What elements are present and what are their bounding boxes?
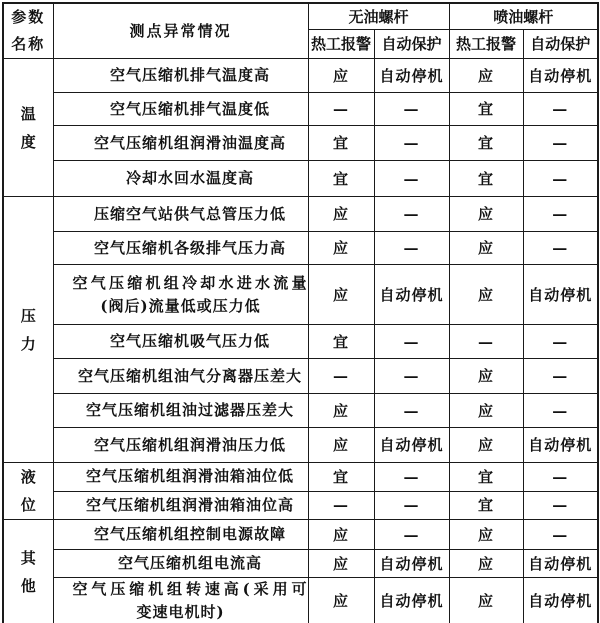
condition-line: (阀后)流量低或压力低 xyxy=(100,296,261,315)
oil-free-protection-cell: — xyxy=(374,359,449,394)
oil-injected-alarm-cell: 应 xyxy=(449,520,523,550)
condition-line: 空气压缩机排气温度低 xyxy=(109,99,270,118)
condition-line: 空气压缩机组控制电源故障 xyxy=(93,525,286,543)
section-label: 温度 xyxy=(20,104,36,151)
section-label: 液位 xyxy=(20,468,36,514)
table-row xyxy=(3,232,598,265)
table-row xyxy=(3,394,598,428)
oil-injected-protection-cell: — xyxy=(523,463,598,492)
condition-cell xyxy=(53,428,308,463)
oil-injected-protection-cell: 自动停机 xyxy=(523,550,598,578)
condition-line: 空气压缩机组润滑油温度高 xyxy=(93,133,286,152)
section-label: 其他 xyxy=(20,549,36,595)
param-name-header xyxy=(3,3,53,59)
oil-free-alarm-cell: — xyxy=(308,491,374,520)
oil-injected-protection-cell: — xyxy=(523,394,598,428)
oil-injected-protection-cell: — xyxy=(523,197,598,232)
oil-free-alarm-header: 热工报警 xyxy=(308,30,374,59)
table-row xyxy=(3,161,598,197)
oil-injected-protection-cell: — xyxy=(523,232,598,265)
oil-free-protection-cell: 自动停机 xyxy=(374,428,449,463)
oil-free-protection-cell: — xyxy=(374,93,449,126)
condition-cell xyxy=(53,197,308,232)
param-name-label: 参数名称 xyxy=(11,8,46,53)
section-label-cell xyxy=(3,520,53,623)
oil-free-screw-header: 无油螺杆 xyxy=(308,3,449,30)
oil-free-alarm-cell: — xyxy=(308,359,374,394)
oil-injected-alarm-header: 热工报警 xyxy=(449,30,523,59)
oil-free-protection-header: 自动保护 xyxy=(374,30,449,59)
section-label-cell xyxy=(3,197,53,463)
oil-free-alarm-cell: — xyxy=(308,93,374,126)
condition-line: 冷却水回水温度高 xyxy=(125,169,254,187)
condition-line: 空气压缩机组冷却水进水流量 xyxy=(72,273,308,292)
condition-line: 空气压缩机组电流高 xyxy=(117,554,262,572)
table-row xyxy=(3,463,598,492)
oil-free-alarm-cell: 应 xyxy=(308,232,374,265)
condition-cell xyxy=(53,578,308,623)
oil-injected-alarm-cell: 应 xyxy=(449,578,523,623)
oil-injected-protection-header: 自动保护 xyxy=(523,30,598,59)
table-row xyxy=(3,491,598,520)
oil-injected-protection-cell: 自动停机 xyxy=(523,265,598,325)
table-row xyxy=(3,428,598,463)
table-row xyxy=(3,265,598,325)
condition-line: 空气压缩机组润滑油箱油位高 xyxy=(85,495,294,514)
oil-free-alarm-cell: 宜 xyxy=(308,325,374,359)
oil-free-alarm-cell: 应 xyxy=(308,578,374,623)
condition-line: 空气压缩机组转速高(采用可 xyxy=(72,580,308,598)
condition-line: 空气压缩机组润滑油箱油位低 xyxy=(85,467,294,486)
oil-free-protection-cell: — xyxy=(374,394,449,428)
oil-injected-alarm-cell: — xyxy=(449,325,523,359)
oil-free-protection-cell: — xyxy=(374,232,449,265)
condition-cell xyxy=(53,93,308,126)
oil-free-alarm-cell: 宜 xyxy=(308,161,374,197)
oil-injected-alarm-cell: 宜 xyxy=(449,126,523,161)
oil-injected-alarm-cell: 应 xyxy=(449,232,523,265)
condition-cell xyxy=(53,265,308,325)
condition-header: 测点异常情况 xyxy=(53,3,308,59)
condition-cell xyxy=(53,232,308,265)
oil-injected-alarm-cell: 应 xyxy=(449,197,523,232)
condition-cell xyxy=(53,491,308,520)
oil-free-protection-cell: — xyxy=(374,161,449,197)
table-row xyxy=(3,197,598,232)
oil-free-alarm-cell: 应 xyxy=(308,428,374,463)
condition-cell xyxy=(53,126,308,161)
table-header xyxy=(3,3,598,59)
oil-free-protection-cell: — xyxy=(374,197,449,232)
section-label: 压力 xyxy=(20,306,36,353)
oil-free-protection-cell: 自动停机 xyxy=(374,550,449,578)
condition-cell xyxy=(53,325,308,359)
condition-line: 变速电机时) xyxy=(136,603,225,621)
oil-injected-protection-cell: — xyxy=(523,93,598,126)
table-row xyxy=(3,359,598,394)
oil-free-protection-cell: — xyxy=(374,325,449,359)
oil-injected-protection-cell: — xyxy=(523,520,598,550)
condition-cell xyxy=(53,161,308,197)
condition-line: 空气压缩机吸气压力低 xyxy=(109,332,270,350)
condition-cell xyxy=(53,59,308,93)
oil-free-alarm-cell: 应 xyxy=(308,197,374,232)
oil-free-protection-cell: — xyxy=(374,520,449,550)
condition-line: 空气压缩机组油气分离器压差大 xyxy=(77,366,302,385)
oil-injected-alarm-cell: 应 xyxy=(449,59,523,93)
table-row xyxy=(3,325,598,359)
table-body xyxy=(3,59,598,623)
oil-free-alarm-cell: 宜 xyxy=(308,126,374,161)
table-row xyxy=(3,520,598,550)
oil-injected-alarm-cell: 宜 xyxy=(449,93,523,126)
condition-line: 压缩空气站供气总管压力低 xyxy=(93,204,286,223)
oil-injected-protection-cell: 自动停机 xyxy=(523,59,598,93)
table-row xyxy=(3,126,598,161)
oil-free-alarm-cell: 应 xyxy=(308,59,374,93)
section-label-cell xyxy=(3,463,53,520)
condition-cell xyxy=(53,520,308,550)
oil-injected-alarm-cell: 应 xyxy=(449,428,523,463)
condition-line: 空气压缩机各级排气压力高 xyxy=(93,238,286,257)
condition-cell xyxy=(53,463,308,492)
oil-injected-alarm-cell: 宜 xyxy=(449,463,523,492)
oil-injected-protection-cell: 自动停机 xyxy=(523,578,598,623)
monitoring-table xyxy=(2,2,599,623)
oil-injected-alarm-cell: 应 xyxy=(449,394,523,428)
oil-injected-protection-cell: — xyxy=(523,491,598,520)
oil-injected-protection-cell: — xyxy=(523,126,598,161)
oil-free-protection-cell: 自动停机 xyxy=(374,578,449,623)
table-row xyxy=(3,578,598,623)
oil-free-alarm-cell: 应 xyxy=(308,394,374,428)
oil-injected-alarm-cell: 宜 xyxy=(449,491,523,520)
oil-free-protection-cell: 自动停机 xyxy=(374,265,449,325)
table-row xyxy=(3,550,598,578)
oil-injected-protection-cell: 自动停机 xyxy=(523,428,598,463)
oil-free-protection-cell: 自动停机 xyxy=(374,59,449,93)
header-row-top xyxy=(3,3,598,30)
oil-injected-protection-cell: — xyxy=(523,325,598,359)
oil-free-protection-cell: — xyxy=(374,491,449,520)
condition-cell xyxy=(53,550,308,578)
oil-injected-alarm-cell: 应 xyxy=(449,550,523,578)
oil-free-alarm-cell: 应 xyxy=(308,520,374,550)
condition-line: 空气压缩机组油过滤器压差大 xyxy=(85,401,294,419)
section-label-cell xyxy=(3,59,53,197)
oil-free-protection-cell: — xyxy=(374,126,449,161)
condition-cell xyxy=(53,359,308,394)
oil-free-protection-cell: — xyxy=(374,463,449,492)
table-row xyxy=(3,93,598,126)
condition-line: 空气压缩机组润滑油压力低 xyxy=(93,435,286,454)
oil-injected-alarm-cell: 应 xyxy=(449,359,523,394)
oil-free-alarm-cell: 应 xyxy=(308,265,374,325)
oil-injected-protection-cell: — xyxy=(523,161,598,197)
condition-cell xyxy=(53,394,308,428)
table-row xyxy=(3,59,598,93)
oil-injected-screw-header: 喷油螺杆 xyxy=(449,3,598,30)
oil-injected-alarm-cell: 宜 xyxy=(449,161,523,197)
oil-injected-protection-cell: — xyxy=(523,359,598,394)
oil-free-alarm-cell: 宜 xyxy=(308,463,374,492)
oil-free-alarm-cell: 应 xyxy=(308,550,374,578)
oil-injected-alarm-cell: 应 xyxy=(449,265,523,325)
condition-line: 空气压缩机排气温度高 xyxy=(109,66,270,84)
